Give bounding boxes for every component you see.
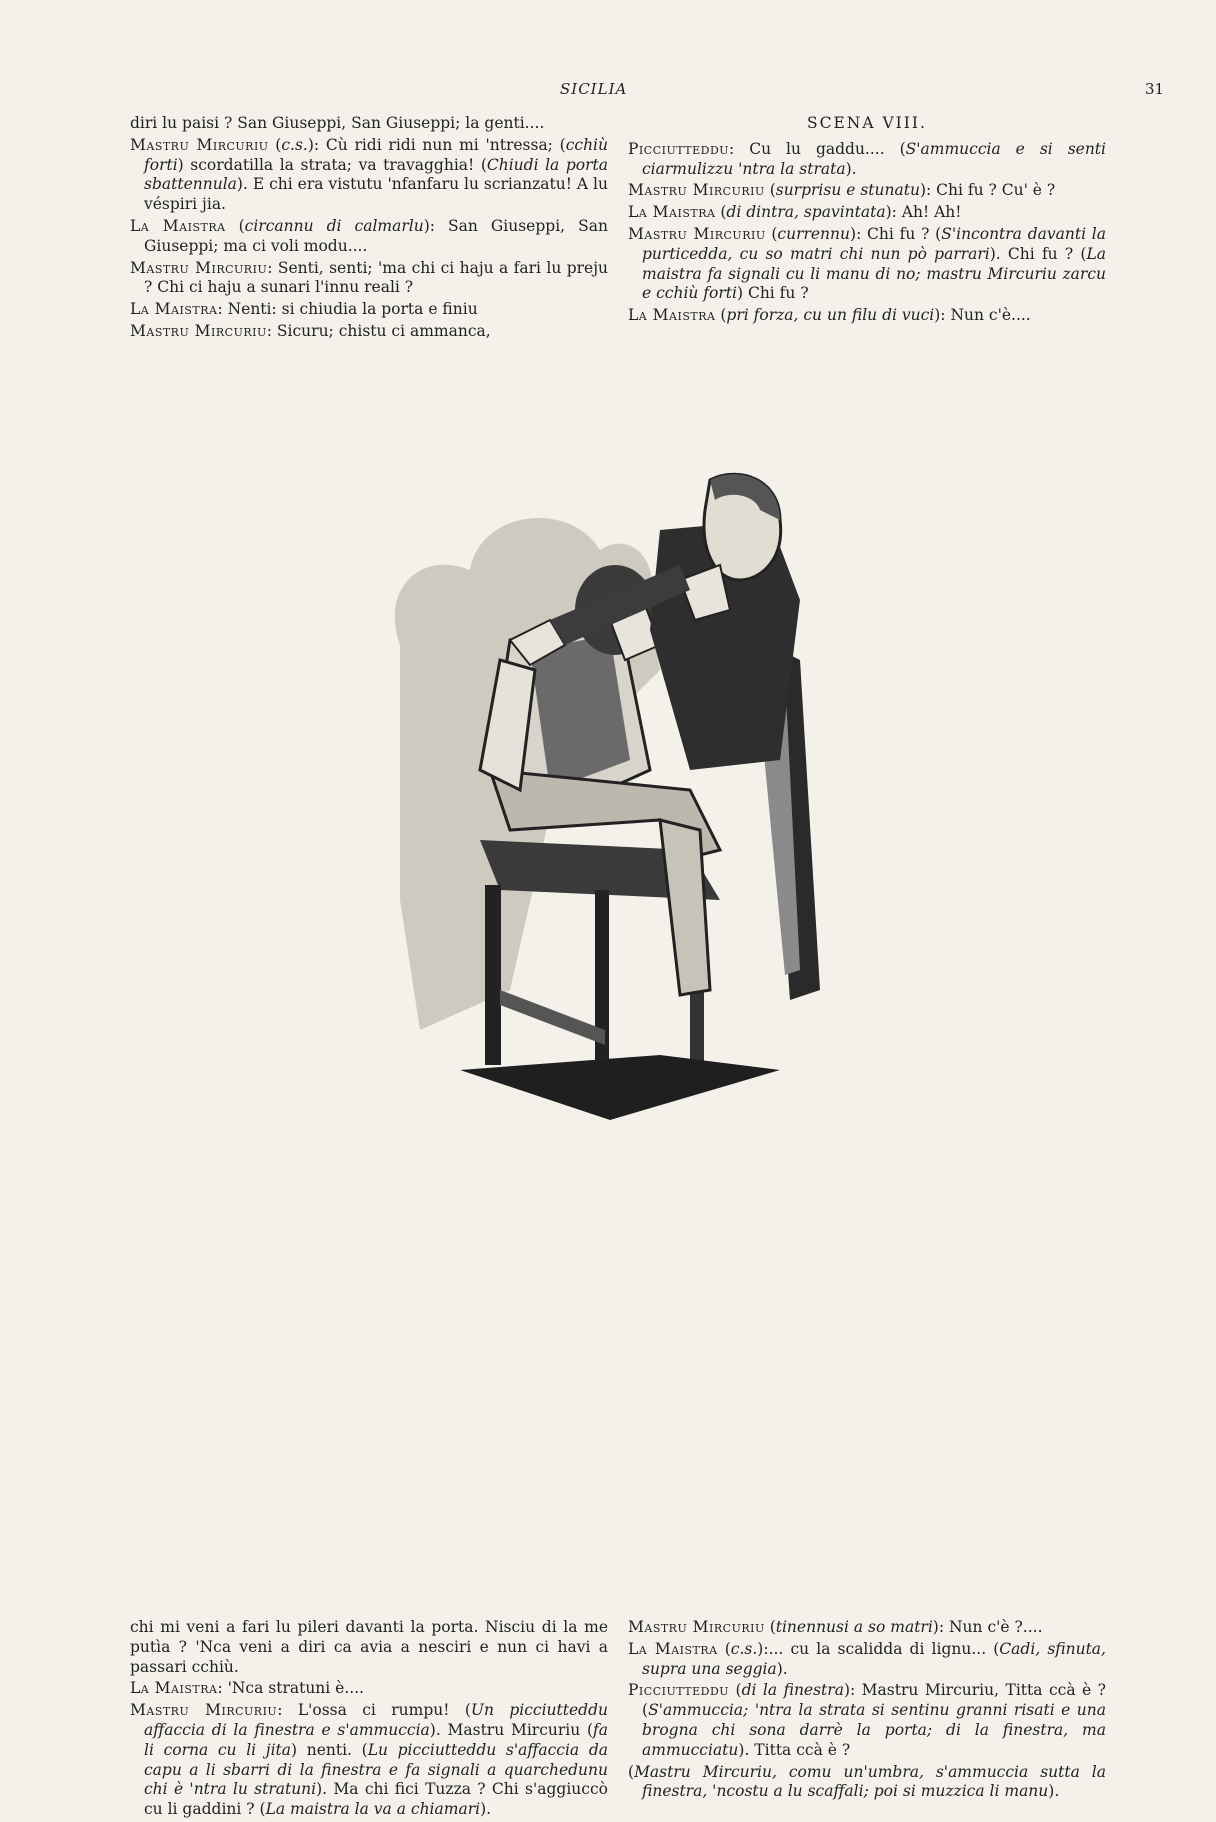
text: diri lu paisi ? San Giuseppi, San Giuseppi; la genti....: [130, 114, 545, 132]
paragraph: [628, 140, 1106, 180]
chair-leg: [485, 885, 501, 1065]
text: ).: [480, 1800, 492, 1819]
text: (: [729, 1681, 742, 1700]
stage-direction: Cadi, sfinuta, supra una seggia: [642, 1639, 1106, 1678]
top-left-column: [130, 114, 608, 344]
stage-direction: c.s.: [281, 135, 308, 154]
text: ): Cù ridi ridi nun mi 'ntressa; (: [307, 135, 566, 154]
text: (: [628, 1762, 635, 1781]
floor-shadow: [460, 1055, 780, 1120]
paragraph: [130, 1701, 608, 1820]
stage-direction: S'incontra davanti la purticedda, cu so matri chi nun pò parrari: [642, 224, 1106, 263]
text: ): Chi fu ? Cu' è ?: [919, 181, 1056, 200]
stage-direction: circannu di calmarlu: [244, 216, 424, 235]
text: ). Ma chi fici Tuzza ? Chi s'aggiuccò cu li gaddini ? (: [144, 1780, 608, 1819]
stage-direction: c.s.: [730, 1639, 758, 1658]
stage-direction: tinennusi a so matri: [775, 1618, 933, 1636]
paragraph: [130, 322, 608, 342]
speaker: Mastru Mircuriu: [130, 258, 268, 277]
paragraph: [130, 259, 608, 299]
text: ). Titta ccà è ?: [738, 1740, 851, 1759]
scene-heading: SCENA VIII.: [807, 114, 927, 132]
paragraph: [628, 1618, 1106, 1638]
speaker: Mastru Mircuriu: [628, 181, 765, 200]
paragraph: [130, 300, 608, 320]
text: ): Nun c'è ?....: [932, 1618, 1043, 1636]
speaker: La Maistra: [628, 203, 716, 222]
text: ) Chi fu ?: [736, 284, 809, 303]
text: ): Ah! Ah!: [885, 203, 962, 222]
paragraph: [628, 203, 1106, 223]
text: ). E chi era vistutu 'nfanfaru lu scrianzatu! A lu véspiri jia.: [144, 175, 608, 214]
text: ):... cu la scalidda di lignu... (: [757, 1639, 1000, 1658]
speaker: Mastru Mircuriu: [628, 1618, 765, 1636]
paragraph: [628, 306, 1106, 326]
stage-direction: di la finestra: [741, 1681, 844, 1700]
text: ) scordatilla la strata; va travagghia! (: [177, 155, 487, 174]
text: ): Chi fu ? (: [850, 224, 942, 243]
seated-figure-lower-leg: [660, 820, 710, 995]
stage-direction: Lu picciutteddu s'affaccia da capu a li sbarri di la finestra e fa signali a quarchedunu chi è 'ntra lu stratuni: [144, 1740, 608, 1799]
paragraph: [628, 1681, 1106, 1760]
text: : Cu lu gaddu.... (: [729, 139, 906, 158]
stage-direction: S'ammuccia; 'ntra la strata si sentinu granni risati e una brogna chi sona darrè la porta; di la finestra, ma ammucciatu: [642, 1701, 1106, 1759]
paragraph: [130, 136, 608, 215]
paragraph: [130, 1679, 608, 1699]
text: (: [764, 181, 776, 200]
illustration: [360, 470, 890, 1150]
bottom-right-column: [628, 1618, 1106, 1804]
speaker: Mastru Mircuriu: [130, 135, 269, 154]
stage-direction: S'ammuccia e si senti ciarmulizzu 'ntra la strata: [642, 139, 1106, 178]
stage-direction: Mastru Mircuriu, comu un'umbra, s'ammuccia sutta la finestra, 'ncostu a lu scaffali; poi si muzzica li manu: [634, 1762, 1106, 1801]
text: ): San Giuseppi, San Giuseppi; ma ci voli modu....: [144, 216, 608, 255]
paragraph: [130, 1618, 608, 1677]
stage-direction: Un picciutteddu affaccia di la finestra e s'ammuccia: [144, 1701, 608, 1739]
speaker: Picciutteddu: [628, 139, 730, 158]
text: ): Nun c'è....: [934, 306, 1031, 325]
running-title: SICILIA: [560, 80, 628, 98]
text: ).: [776, 1659, 788, 1678]
text: (: [268, 135, 282, 154]
speaker: La Maistra: [628, 1639, 718, 1658]
paragraph: [628, 181, 1106, 201]
stage-direction: fa li corna cu li jita: [144, 1720, 608, 1759]
text: : 'Nca stratuni è....: [217, 1679, 365, 1698]
speaker: Mastru Mircuriu: [130, 1701, 278, 1720]
paragraph: [628, 1640, 1106, 1680]
stage-direction: di dintra, spavintata: [726, 203, 886, 222]
paragraph: [130, 217, 608, 257]
speaker: Mastru Mircuriu: [130, 321, 267, 340]
speaker: Picciutteddu: [628, 1681, 730, 1700]
page-number: 31: [1145, 80, 1165, 98]
text: ). Chi fu ? (: [989, 244, 1087, 263]
speaker: La Maistra: [130, 216, 226, 235]
running-head: [0, 80, 1216, 104]
text: (: [715, 306, 727, 325]
stage-direction: La maistra la va a chiamari: [265, 1800, 481, 1819]
text: ).: [845, 159, 857, 178]
text: (: [715, 203, 727, 222]
text: ).: [1048, 1782, 1060, 1801]
text: : L'ossa ci rumpu! (: [277, 1701, 471, 1720]
text: (: [765, 224, 778, 243]
speaker: La Maistra: [130, 1679, 218, 1698]
text: (: [225, 216, 245, 235]
text: (: [764, 1618, 776, 1636]
speaker: La Maistra: [628, 306, 716, 325]
stage-direction: pri forza, cu un filu di vuci: [726, 306, 935, 325]
text: (: [717, 1639, 731, 1658]
text: : Sicuru; chistu ci ammanca,: [266, 321, 491, 340]
text: : Senti, senti; 'ma chi ci haju a fari lu preju ? Chi ci haju a sunari l'innu reali ?: [144, 258, 608, 297]
stage-direction: currennu: [777, 224, 851, 243]
speaker: Mastru Mircuriu: [628, 224, 766, 243]
text: chi mi veni a fari lu pileri davanti la porta. Nisciu di la me putìa ? 'Nca veni a diri ca avia a nesciri e nun ci havi a passari cchiù.: [130, 1618, 608, 1676]
paragraph: [130, 114, 608, 134]
stage-direction: La maistra fa signali cu li manu di no; mastru Mircuriu zarcu e cchiù forti: [642, 244, 1106, 303]
text: ) nenti. (: [291, 1740, 368, 1759]
stage-direction: cchiù forti: [144, 135, 608, 174]
text: ): Mastru Mircuriu, Titta ccà è ? (: [642, 1681, 1106, 1720]
stage-direction: Chiudi la porta sbattennula: [144, 155, 608, 194]
text: : Nenti: si chiudia la porta e finiu: [217, 300, 478, 319]
stage-direction: surprisu e stunatu: [775, 181, 920, 200]
top-right-column: [628, 114, 1106, 328]
text: ). Mastru Mircuriu (: [429, 1720, 594, 1739]
paragraph: [628, 1763, 1106, 1803]
paragraph: [628, 225, 1106, 304]
chair-crossbar: [500, 990, 605, 1045]
speaker: La Maistra: [130, 300, 218, 319]
